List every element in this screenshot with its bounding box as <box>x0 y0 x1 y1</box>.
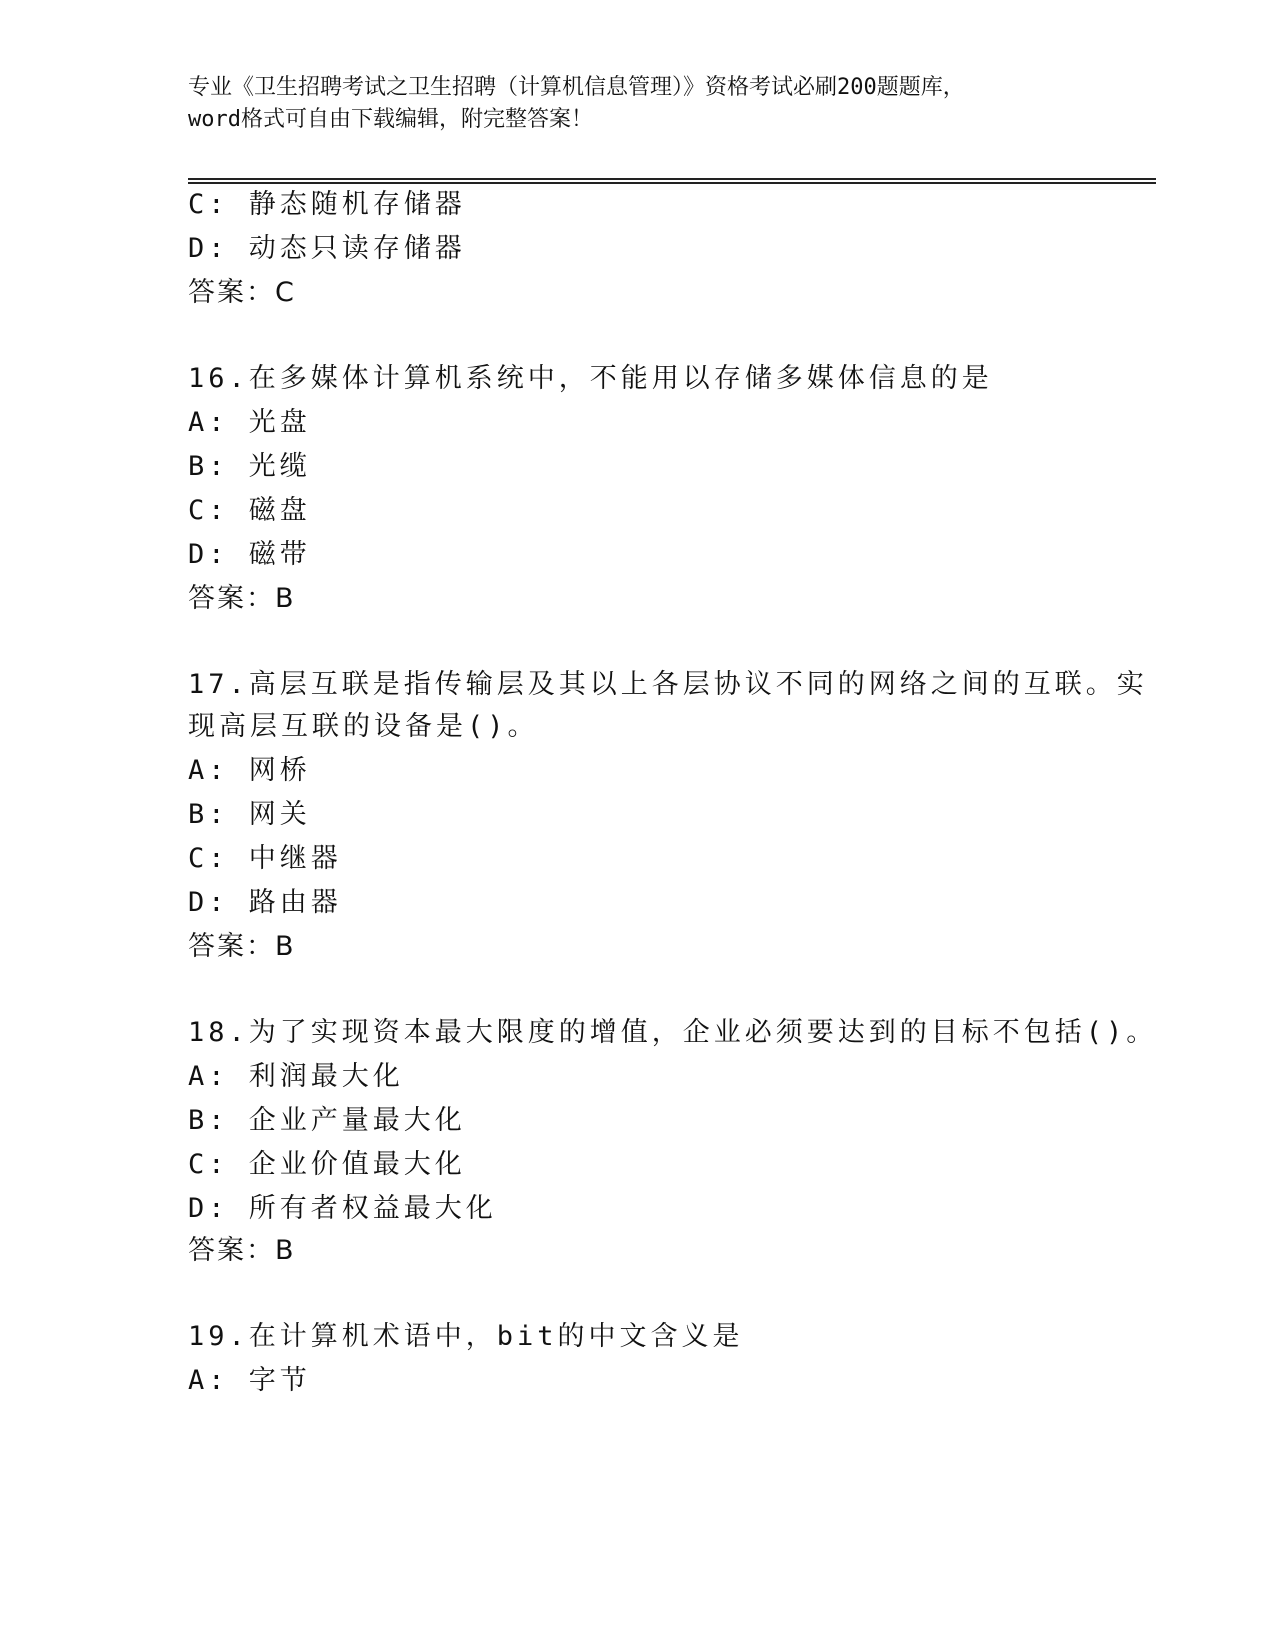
header-divider <box>188 182 1156 184</box>
question-stem: 16.在多媒体计算机系统中，不能用以存储多媒体信息的是 <box>188 363 993 394</box>
option-a: A: 光盘 <box>188 407 311 438</box>
question-stem: 18.为了实现资本最大限度的增值，企业必须要达到的目标不包括()。 <box>188 1017 1158 1048</box>
document-header <box>188 72 1088 136</box>
option-d: D: 动态只读存储器 <box>188 233 466 264</box>
option-a: A: 字节 <box>188 1365 311 1396</box>
option-d: D: 磁带 <box>188 539 311 570</box>
option-d: D: 路由器 <box>188 887 342 918</box>
header-line-2: word格式可自由下载编辑，附完整答案！ <box>188 107 593 132</box>
header-line-1: 专业《卫生招聘考试之卫生招聘（计算机信息管理）》资格考试必刷200题题库， <box>188 75 965 100</box>
answer: 答案：C <box>188 277 296 308</box>
option-c: C: 磁盘 <box>188 495 311 526</box>
question-stem: 17.高层互联是指传输层及其以上各层协议不同的网络之间的互联。实 <box>188 669 1148 700</box>
option-a: A: 网桥 <box>188 755 311 786</box>
option-b: B: 光缆 <box>188 451 311 482</box>
answer: 答案：B <box>188 1235 296 1266</box>
option-c: C: 中继器 <box>188 843 342 874</box>
question-stem: 19.在计算机术语中，bit的中文含义是 <box>188 1321 744 1352</box>
answer: 答案：B <box>188 931 296 962</box>
option-a: A: 利润最大化 <box>188 1061 404 1092</box>
question-stem-continued: 现高层互联的设备是()。 <box>188 711 539 742</box>
option-c: C: 企业价值最大化 <box>188 1149 466 1180</box>
answer: 答案：B <box>188 583 296 614</box>
header-divider <box>188 178 1156 180</box>
option-c: C: 静态随机存储器 <box>188 189 466 220</box>
option-b: B: 网关 <box>188 799 311 830</box>
option-d: D: 所有者权益最大化 <box>188 1193 497 1224</box>
option-b: B: 企业产量最大化 <box>188 1105 466 1136</box>
